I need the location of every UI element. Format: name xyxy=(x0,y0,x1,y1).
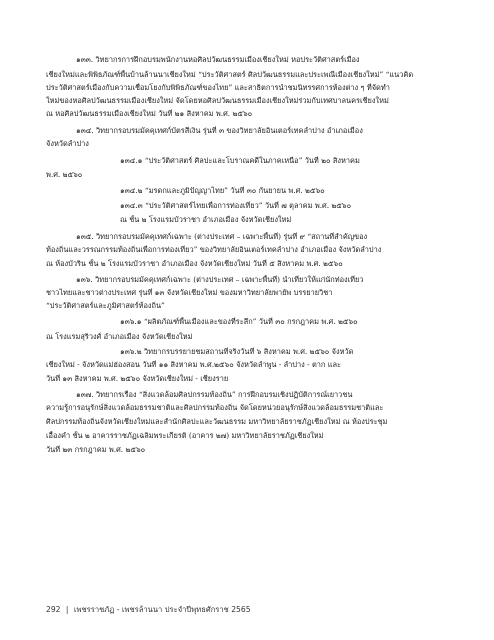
publication-title: เพชรราชภัฏ - เพชรล้านนา ประจำปีพุทธศักราช 2565 xyxy=(73,605,251,614)
text-line: ณ ชั้น ๒ โรงแรมบัวราชา อำเภอเมือง จังหวัดเชียงใหม่ xyxy=(120,215,292,224)
page-footer xyxy=(46,604,251,616)
text-line: ณ ห้องบัวริน ชั้น ๒ โรงแรมบัวราชา อำเภอเมือง จังหวัดเชียงใหม่ วันที่ ๕ สิงหาคม พ.ศ. ๒๕๖๐ xyxy=(46,259,343,268)
text-line: เชียงใหม่ - จังหวัดแม่ฮ่องสอน วันที่ ๑๑ สิงหาคม พ.ศ.๒๕๖๐ จังหวัดลำพูน - ลำปาง - ตาก และ xyxy=(46,360,341,369)
text-line: ๑๓๖.๒ วิทยากรบรรยายชมสถานที่จริงวันที่ ๖ สิงหาคม พ.ศ. ๒๕๖๐ จังหวัด xyxy=(120,347,354,356)
text-line: วันที่ ๒๓ กรกฎาคม พ.ศ. ๒๕๖๐ xyxy=(46,445,146,454)
text-line: ๑๓๔.๒ “มรดกและภูมิปัญญาไทย” วันที่ ๓๐ กันยายน พ.ศ. ๒๕๖๐ xyxy=(120,186,325,195)
text-line: ชาวไทยและชาวต่างประเทศ รุ่นที่ ๑๓ จังหวัดเชียงใหม่ ของมหาวิทยาลัยพายัพ บรรยายวิชา xyxy=(46,288,333,297)
footer-separator: | xyxy=(65,605,69,614)
text-line: ๑๓๔.๑ “ประวัติศาสตร์ ศิลปะและโบราณคดีในภาคเหนือ” วันที่ ๒๐ สิงหาคม xyxy=(120,156,360,165)
text-line: ๑๓๓. วิทยากรการฝึกอบรมพนักงานหอศิลปวัฒนธรรมเมืองเชียงใหม่ หอประวัติศาสตร์เมือง xyxy=(76,55,360,64)
text-line: ศิลปกรรมท้องถิ่นจังหวัดเชียงใหม่และสำนักศิลปะและวัฒนธรรม มหาวิทยาลัยราชภัฏเชียงใหม่ ณ ห้องประชุม xyxy=(46,417,388,426)
text-line: “ประวัติศาสตร์และภูมิศาสตร์ท้องถิ่น” xyxy=(46,301,165,310)
text-line: ณ โรงแรมสุริวงศ์ อำเภอเมือง จังหวัดเชียงใหม่ xyxy=(46,332,193,341)
text-line: วันที่ ๑๓ สิงหาคม พ.ศ. ๒๕๖๐ จังหวัดเชียงใหม่ - เชียงราย xyxy=(46,374,229,383)
text-line: ความรู้การอนุรักษ์สิ่งแวดล้อมธรรมชาติและศิลปกรรมท้องถิ่น จัดโดยหน่วยอนุรักษ์สิ่งแวดล้อมธรรมชาติและ xyxy=(46,403,384,412)
text-line: ใหม่ของหอศิลปวัฒนธรรมเมืองเชียงใหม่ จัดโดยหอศิลปวัฒนธรรมเมืองเชียงใหม่ร่วมกับเทศบาลนครเชียงใหม่ xyxy=(46,96,389,105)
text-line: เอื้องคำ ชั้น ๒ อาคารราชภัฏเฉลิมพระเกียรติ (อาคาร ๒๗) มหาวิทยาลัยราชภัฏเชียงใหม่ xyxy=(46,431,324,440)
text-line: ๑๓๗. วิทยากรเรื่อง “สิ่งแวดล้อมศิลปกรรมท้องถิ่น” การฝึกอบรมเชิงปฏิบัติการณ์เยาวชน xyxy=(76,390,353,399)
text-line: ประวัติศาสตร์เมืองกับความเชื่อมโยงกับพิพิธภัณฑ์ของไทย” และสาธิตการนำชมนิทรรศการห้องต่าง ๆ ที่จัดทำ xyxy=(46,83,390,92)
text-line: ๑๓๔.๓ “ประวัติศาสตร์ไทยเพื่อการท่องเที่ยว” วันที่ ๗ ตุลาคม พ.ศ. ๒๕๖๐ xyxy=(120,201,352,210)
text-line: จังหวัดลำปาง xyxy=(46,139,89,148)
text-line: ณ หอศิลปวัฒนธรรมเมืองเชียงใหม่ วันที่ ๒๑ สิงหาคม พ.ศ. ๒๕๖๐ xyxy=(46,109,253,118)
text-line: พ.ศ. ๒๕๖๐ xyxy=(46,170,83,179)
text-line: เชียงใหม่และพิพิธภัณฑ์พื้นบ้านล้านนาเชียงใหม่ “ประวัติศาสตร์ ศิลปวัฒนธรรมและประเพณีเมืองเชียงใหม่” “แนวคิด xyxy=(46,70,414,79)
text-line: ๑๓๖. วิทยากรอบรมมัคคุเทศก์เฉพาะ (ต่างประเทศ – เฉพาะพื้นที่) นำเที่ยวให้แก่นักท่องเที่ยว xyxy=(76,275,364,284)
text-line: ๑๓๕. วิทยากรอบรมมัคคุเทศก์เฉพาะ (ต่างประเทศ – เฉพาะพื้นที่) รุ่นที่ ๙ “สถานที่สำคัญของ xyxy=(76,232,368,241)
text-line: ๑๓๔. วิทยากรอบรมมัคคุเทศก์บัตรสีเงิน รุ่นที่ ๓ ของวิทยาลัยอินเตอร์เทคลำปาง อำเภอเมือง xyxy=(76,126,363,135)
text-line: ๑๓๖.๑ “ผลิตภัณฑ์พื้นเมืองและของที่ระลึก” วันที่ ๓๐ กรกฎาคม พ.ศ. ๒๕๖๐ xyxy=(120,317,358,326)
text-line: ท้องถิ่นและวรรณกรรมท้องถิ่นเพื่อการท่องเที่ยว” ของวิทยาลัยอินเตอร์เทคลำปาง อำเภอเมือง จังหวัดลำปาง xyxy=(46,245,382,254)
page-number: 292 xyxy=(46,605,61,614)
